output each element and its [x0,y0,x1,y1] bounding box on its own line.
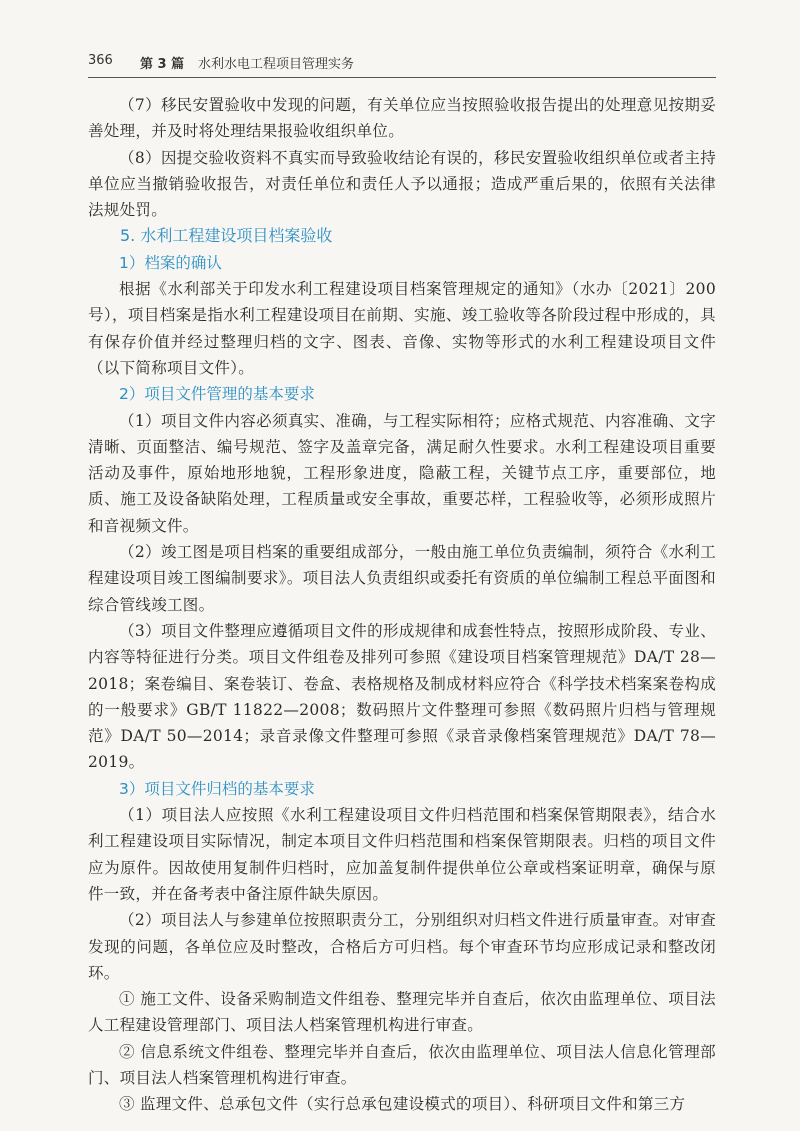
subsection-heading: 1）档案的确认 [119,253,222,272]
list-item: ③ 监理文件、总承包文件（实行总承包建设模式的项目）、科研项目文件和第三方 [119,1095,686,1114]
paragraph: （3）项目文件整理应遵循项目文件的形成规律和成套性特点，按照形成阶段、专业、内容等特征进行分类。项目文件组卷及排列可参照《建设项目档案管理规范》DA/T 28—2018；案卷编目、案卷装订、卷盒、表格规格及制成材料应符合《科学技术档案案卷构成的一般要求》GB/T 11822—2008；数码照片文件整理可参照《数码照片归档与管理规范》DA/T 50—2014；录音录像文件整理可参照《录音录像档案管理规范》DA/T 78—2019。 [88,621,716,772]
list-item: ① 施工文件、设备采购制造文件组卷、整理完毕并自查后，依次由监理单位、项目法人工程建设管理部门、项目法人档案管理机构进行审查。 [88,990,716,1035]
paragraph: （2）项目法人与参建单位按照职责分工，分别组织对归档文件进行质量审查。对审查发现的问题，各单位应及时整改，合格后方可归档。每个审查环节均应形成记录和整改闭环。 [88,911,716,982]
page-number: 366 [88,53,113,68]
paragraph: （1）项目法人应按照《水利工程建设项目文件归档范围和档案保管期限表》，结合水利工程建设项目实际情况，制定本项目文件归档范围和档案保管期限表。归档的项目文件应为原件。因故使用复制件归档时，应加盖复制件提供单位公章或档案证明章，确保与原件一致，并在备考表中备注原件缺失原因。 [88,806,716,903]
subsection-heading: 2）项目文件管理的基本要求 [119,385,315,404]
paragraph: （7）移民安置验收中发现的问题，有关单位应当按照验收报告提出的处理意见按期妥善处理，并及时将处理结果报验收组织单位。 [88,96,716,141]
subsection-heading: 3）项目文件归档的基本要求 [119,779,315,798]
page-body [88,92,716,1118]
paragraph: （2）竣工图是项目档案的重要组成部分，一般由施工单位负责编制，须符合《水利工程建设项目竣工图编制要求》。项目法人负责组织或委托有资质的单位编制工程总平面图和综合管线竣工图。 [88,543,716,614]
book-title: 水利水电工程项目管理实务 [198,57,355,72]
paragraph: （8）因提交验收资料不真实而导致验收结论有误的，移民安置验收组织单位或者主持单位应当撤销验收报告，对责任单位和责任人予以通报；造成严重后果的，依照有关法律法规处罚。 [88,148,716,220]
section-heading: 5. 水利工程建设项目档案验收 [120,226,333,246]
header-rule [88,77,716,78]
paragraph: 根据《水利部关于印发水利工程建设项目档案管理规定的通知》（水办〔2021〕200 号），项目档案是指水利工程建设项目在前期、实施、竣工验收等各阶段过程中形成的，具有保存价值并经过整理归档的文字、图表、音像、实物等形式的水利工程建设项目文件（以下简称项目文件）。 [88,280,716,377]
page-header [88,50,716,76]
list-item: ② 信息系统文件组卷、整理完毕并自查后，依次由监理单位、项目法人信息化管理部门、项目法人档案管理机构进行审查。 [88,1042,716,1087]
paragraph: （1）项目文件内容必须真实、准确，与工程实际相符；应格式规范、内容准确、文字清晰、页面整洁、编号规范、签字及盖章完备，满足耐久性要求。水利工程建设项目重要活动及事件，原始地形地貌，工程形象进度，隐蔽工程，关键节点工序，重要部位，地质、施工及设备缺陷处理，工程质量或安全事故，重要芯样，工程验收等，必须形成照片和音视频文件。 [88,411,716,535]
part-label: 第 3 篇 [140,57,185,72]
